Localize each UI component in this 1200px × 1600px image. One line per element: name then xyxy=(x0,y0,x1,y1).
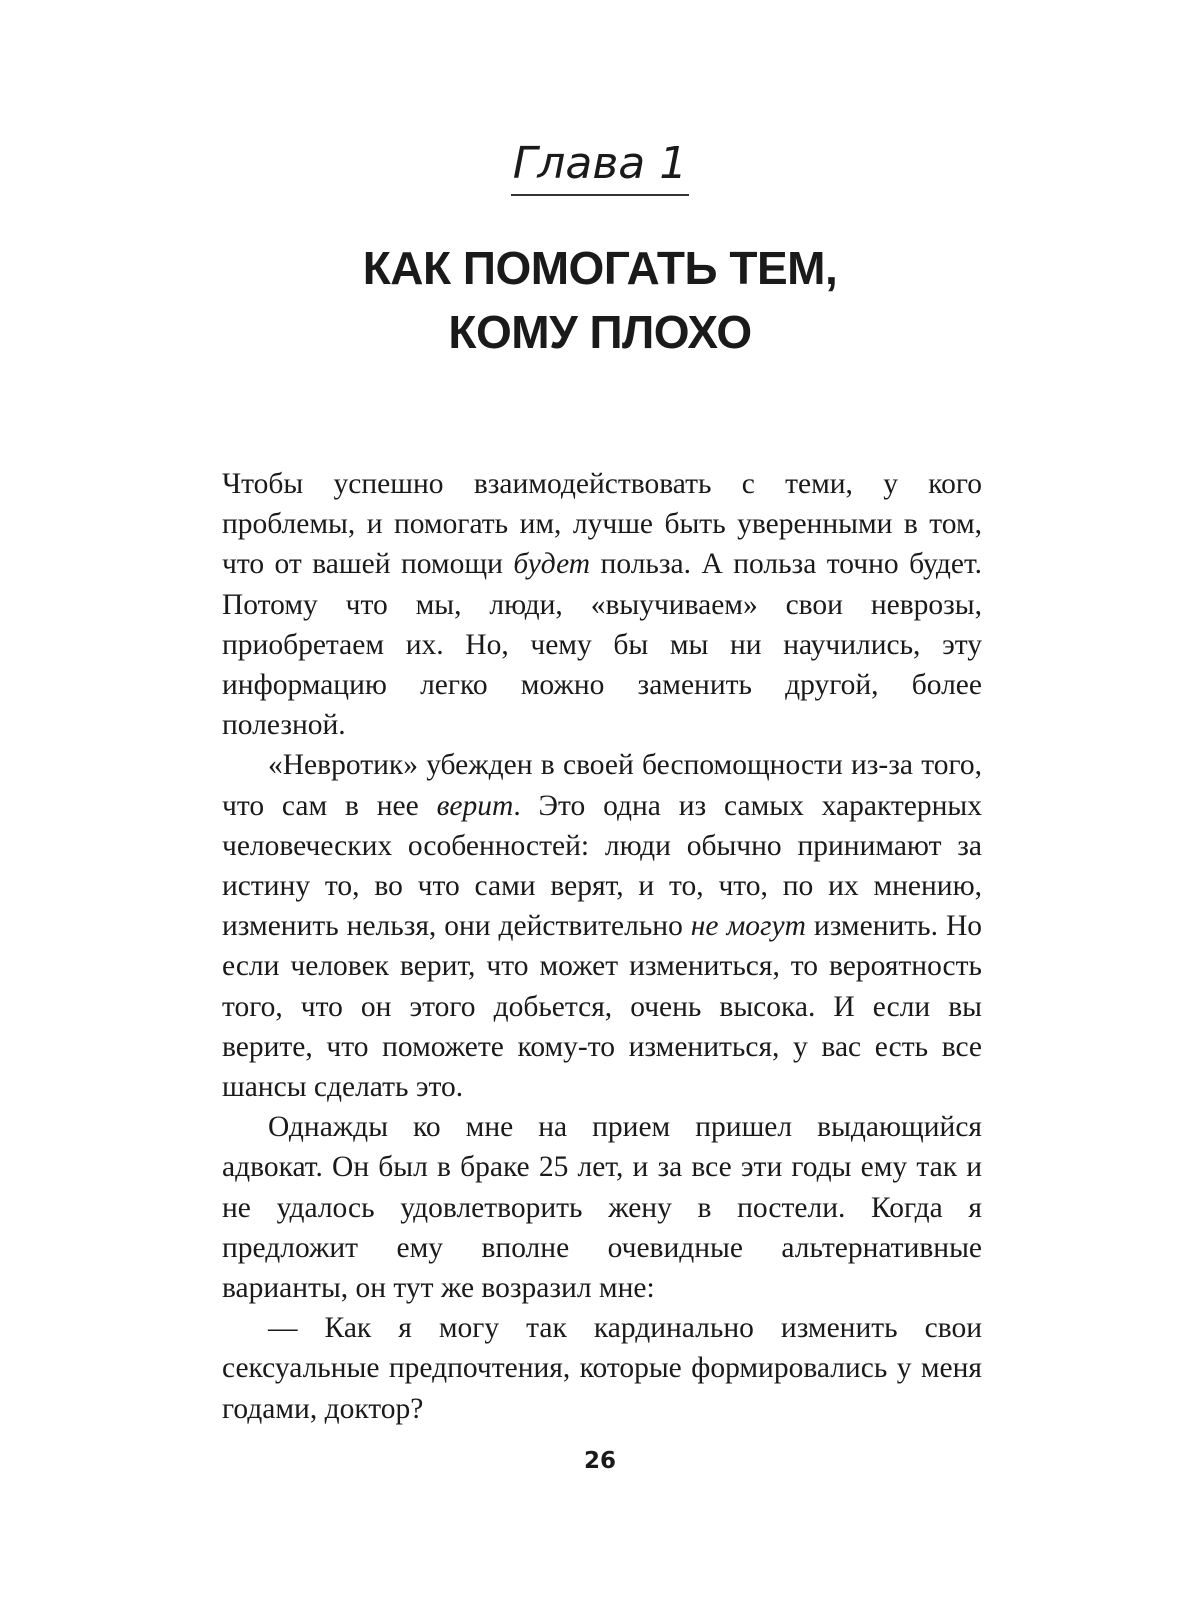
paragraph-4: — Как я могу так кардинально изменить свои сексуальные предпочтения, которые формировались у меня годами, доктор? xyxy=(222,1312,982,1425)
emphasis-budet: будет xyxy=(513,548,591,581)
paragraph-1: Чтобы успешно взаимодействовать с теми, у кого проблемы, и помогать им, лучше быть уверенными в том, что от вашей помощи будет польза. А польза точно будет. Потому что мы, люди, «выучиваем» свои неврозы, приобретаем их. Но, чему бы мы ни научились, эту информацию легко можно заменить другой, более полезной. xyxy=(222,468,982,742)
paragraph-3: Однажды ко мне на прием пришел выдающийся адвокат. Он был в браке 25 лет, и за все эти годы ему так и не удалось удовлетворить жену в постели. Когда я предложит ему вполне очевидные альтернативные варианты, он тут же возразил мне: xyxy=(222,1111,982,1305)
chapter-label-text: Глава 1 xyxy=(511,138,689,196)
page-number: 26 xyxy=(583,1448,616,1474)
body-text xyxy=(222,464,982,1429)
chapter-label xyxy=(0,138,1200,196)
paragraph-2: «Невротик» убежден в своей беспомощности из-за того, что сам в нее верит. Это одна из самых характерных человеческих особенностей: люди обычно принимают за истину то, во что сами верят, и то, что, по их мнению, изменить нельзя, они действительно не могут изменить. Но если человек верит, что может измениться, то вероятность того, что он этого добьется, очень высока. И если вы верите, что поможете кому-то измениться, у вас есть все шансы сделать это. xyxy=(222,749,983,1104)
chapter-title-line-2: КОМУ ПЛОХО xyxy=(448,306,752,358)
chapter-title xyxy=(0,236,1200,364)
emphasis-ne-mogut: не могут xyxy=(690,910,806,943)
chapter-title-line-1: КАК ПОМОГАТЬ ТЕМ, xyxy=(362,242,838,294)
emphasis-verit: верит xyxy=(436,789,514,822)
